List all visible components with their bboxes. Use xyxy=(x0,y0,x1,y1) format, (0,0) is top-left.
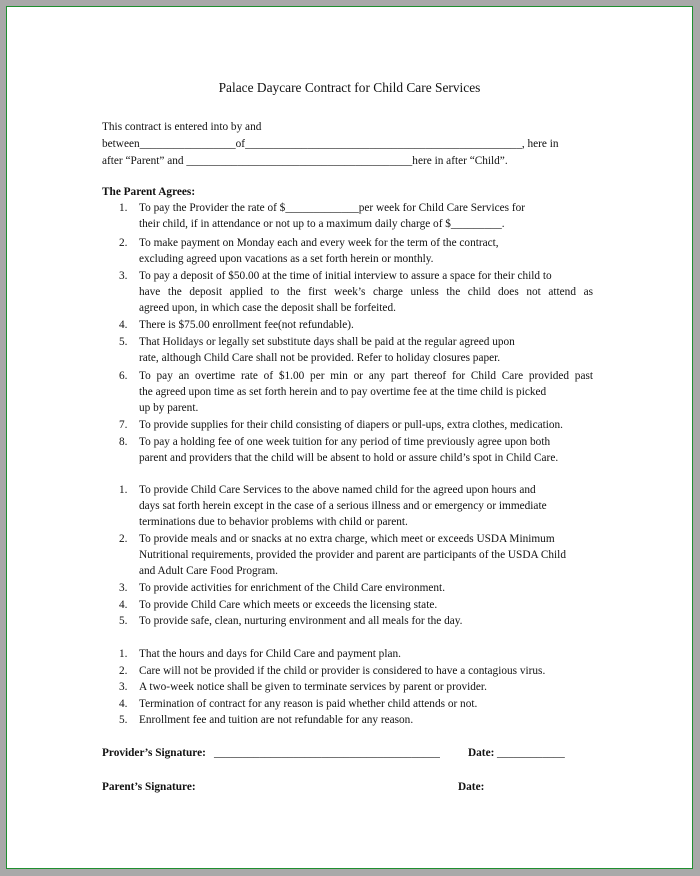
parent-item-6-line-1: To pay an overtime rate of $1.00 per min or any part thereof for Child Care provided past xyxy=(139,370,593,382)
provider-item-2-line-3: and Adult Care Food Program. xyxy=(139,565,278,577)
contract-document xyxy=(7,7,692,868)
parent-item-1-line-1: To pay the Provider the rate of $_____________per week for Child Care Services for xyxy=(139,202,526,214)
parent-item-2-line-1: To make payment on Monday each and every week for the term of the contract, xyxy=(139,237,499,249)
provider-item-1-line-1: To provide Child Care Services to the above named child for the agreed upon hours and xyxy=(139,484,536,496)
provider-date-label: Date: xyxy=(468,747,495,759)
provider-item-1-number: 1. xyxy=(119,484,128,496)
provider-item-5-number: 5. xyxy=(119,615,128,627)
parent-item-3-number: 3. xyxy=(119,270,128,282)
parent-signature-label: Parent’s Signature: xyxy=(102,781,196,793)
parent-item-7-number: 7. xyxy=(119,419,128,431)
parent-item-8-line-1: To pay a holding fee of one week tuition for any period of time previously agree upon both xyxy=(139,436,551,448)
parent-item-5-line-2: rate, although Child Care shall not be provided. Refer to holiday closures paper. xyxy=(139,352,501,364)
parent-item-6-line-2: the agreed upon time as set forth herein and to pay overtime fee at the time child is picked xyxy=(139,386,547,398)
provider-item-1-line-2: days sat forth herein except in the case of a serious illness and or emergency or immediate xyxy=(139,500,547,512)
terms-item-2-line-1: Care will not be provided if the child or provider is considered to have a contagious virus. xyxy=(139,665,546,677)
provider-date-line[interactable]: ____________ xyxy=(497,747,565,759)
provider-item-2-line-1: To provide meals and or snacks at no extra charge, which meet or exceeds USDA Minimum xyxy=(139,533,555,545)
provider-signature-label: Provider’s Signature: xyxy=(102,747,206,759)
intro-line-2: between_________________of_________________________________________________, here in xyxy=(102,138,559,150)
parent-agrees-heading: The Parent Agrees: xyxy=(102,186,196,198)
terms-item-4-number: 4. xyxy=(119,698,128,710)
document-page xyxy=(6,6,693,869)
parent-item-5-number: 5. xyxy=(119,336,128,348)
parent-item-2-number: 2. xyxy=(119,237,128,249)
terms-item-5-number: 5. xyxy=(119,714,128,726)
parent-item-3-line-1: To pay a deposit of $50.00 at the time of initial interview to assure a space for their child to xyxy=(139,270,552,282)
provider-item-4-number: 4. xyxy=(119,599,128,611)
document-title: Palace Daycare Contract for Child Care Services xyxy=(218,80,481,95)
provider-item-5-line-1: To provide safe, clean, nurturing environment and all meals for the day. xyxy=(139,615,463,627)
terms-item-1-line-1: That the hours and days for Child Care and payment plan. xyxy=(139,648,401,660)
parent-item-7-line-1: To provide supplies for their child consisting of diapers or pull-ups, extra clothes, medication. xyxy=(139,419,564,431)
terms-item-3-line-1: A two-week notice shall be given to terminate services by parent or provider. xyxy=(139,681,487,693)
parent-item-1-line-2: their child, if in attendance or not up to a maximum daily charge of $_________. xyxy=(139,218,505,230)
parent-item-6-number: 6. xyxy=(119,370,128,382)
parent-item-2-line-2: excluding agreed upon vacations as a set forth herein or monthly. xyxy=(139,253,434,265)
intro-line-1: This contract is entered into by and xyxy=(102,121,262,133)
terms-item-3-number: 3. xyxy=(119,681,128,693)
parent-item-4-line-1: There is $75.00 enrollment fee(not refundable). xyxy=(139,319,354,331)
provider-item-3-line-1: To provide activities for enrichment of the Child Care environment. xyxy=(139,582,446,594)
parent-item-8-line-2: parent and providers that the child will be absent to hold or assure child’s spot in Child Care. xyxy=(139,452,559,464)
terms-item-2-number: 2. xyxy=(119,665,128,677)
terms-item-5-line-1: Enrollment fee and tuition are not refundable for any reason. xyxy=(139,714,414,726)
parent-item-5-line-1: That Holidays or legally set substitute days shall be paid at the regular agreed upon xyxy=(139,336,515,348)
terms-item-1-number: 1. xyxy=(119,648,128,660)
provider-item-2-number: 2. xyxy=(119,533,128,545)
parent-item-4-number: 4. xyxy=(119,319,128,331)
provider-item-2-line-2: Nutritional requirements, provided the provider and parent are participants of the USDA Child xyxy=(139,549,566,561)
provider-item-1-line-3: terminations due to behavior problems with child or parent. xyxy=(139,516,408,528)
parent-item-1-number: 1. xyxy=(119,202,128,214)
parent-date-label: Date: xyxy=(458,781,485,793)
parent-item-3-line-3: agreed upon, in which case the deposit shall be forfeited. xyxy=(139,302,396,314)
parent-item-3-line-2: have the deposit applied to the first week’s charge unless the child does not attend as xyxy=(139,286,593,298)
provider-signature-line[interactable]: ________________________________________ xyxy=(214,747,440,759)
parent-item-8-number: 8. xyxy=(119,436,128,448)
provider-item-4-line-1: To provide Child Care which meets or exceeds the licensing state. xyxy=(139,599,438,611)
provider-item-3-number: 3. xyxy=(119,582,128,594)
intro-line-3: after “Parent” and ________________________________________here in after “Child”. xyxy=(102,155,508,167)
parent-item-6-line-3: up by parent. xyxy=(139,402,199,414)
terms-item-4-line-1: Termination of contract for any reason is paid whether child attends or not. xyxy=(139,698,478,710)
